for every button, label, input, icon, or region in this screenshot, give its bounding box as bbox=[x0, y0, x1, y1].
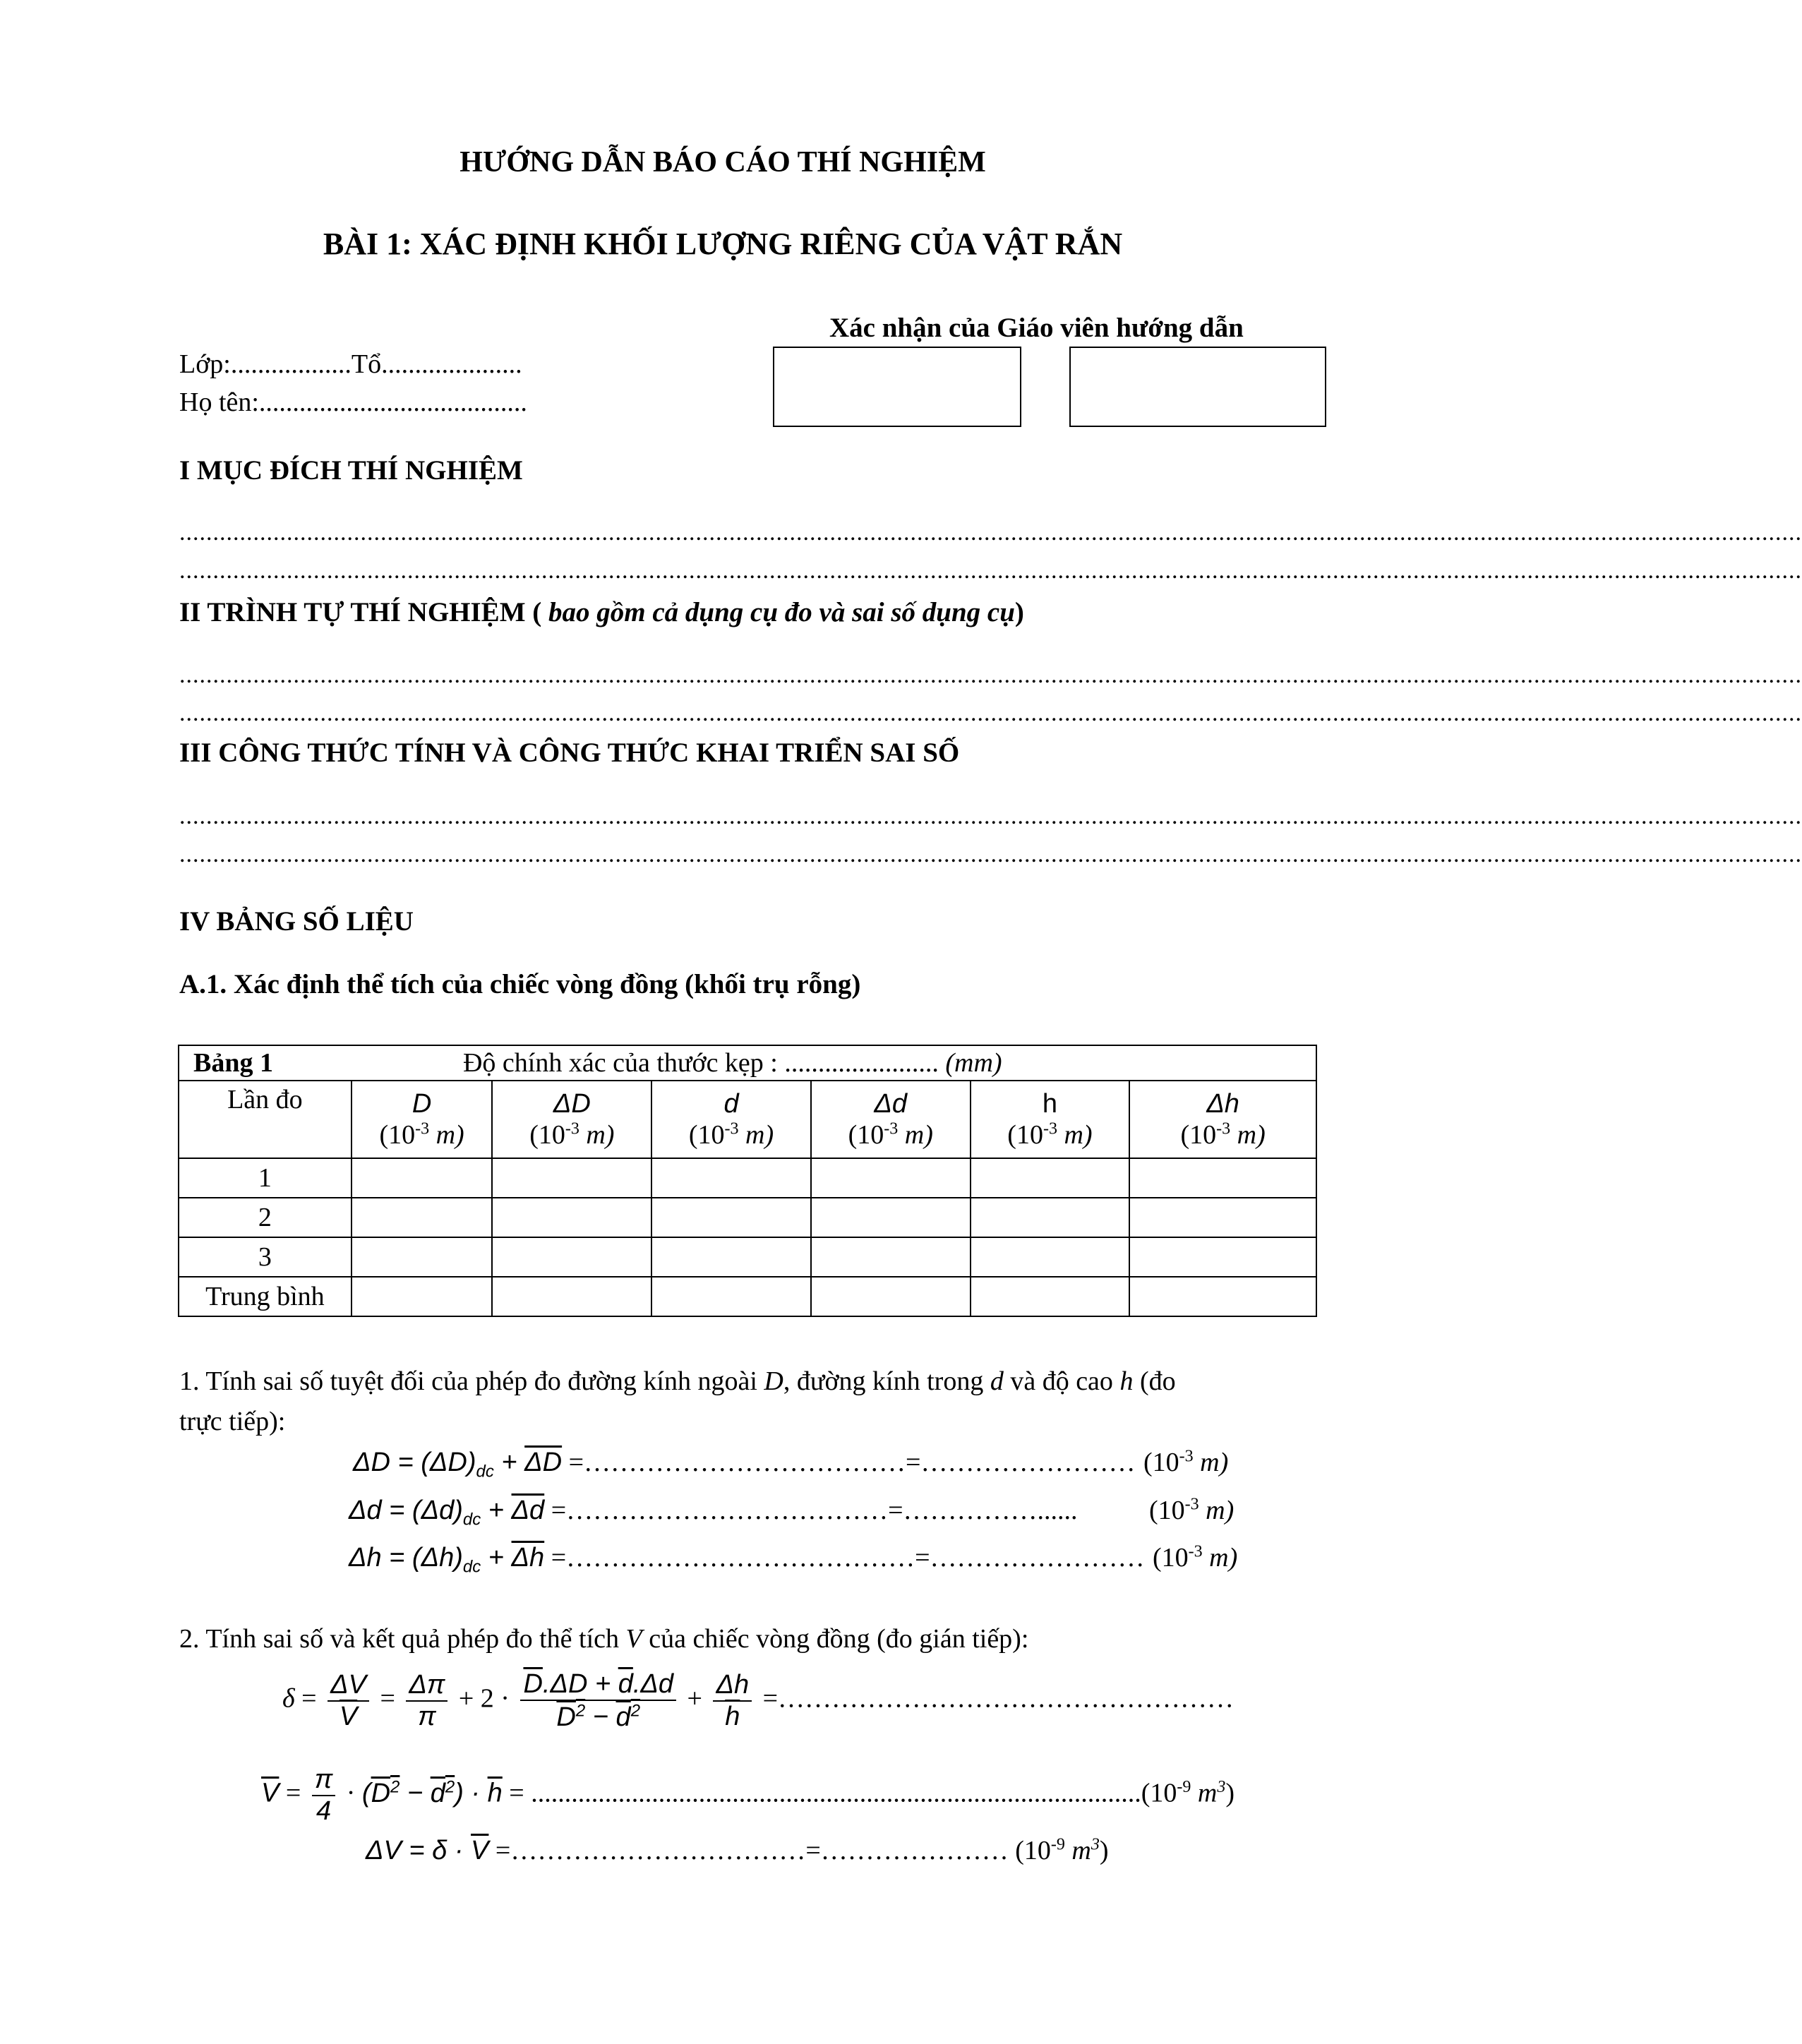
table-row bbox=[179, 1158, 1316, 1198]
caliper-precision-unit: (mm) bbox=[945, 1048, 1002, 1078]
table-row bbox=[179, 1277, 1316, 1316]
column-header-delta-d: Δd ($10^{-3}$ m) bbox=[811, 1081, 971, 1158]
row-label: 3 bbox=[179, 1237, 352, 1277]
table-label: Bảng 1 bbox=[193, 1048, 273, 1078]
table-cell[interactable] bbox=[971, 1198, 1130, 1237]
subsection-a1-heading: A.1. Xác định thể tích của chiếc vòng đồng (khối trụ rỗng) bbox=[179, 969, 861, 999]
section-4-heading: IV BẢNG SỐ LIỆU bbox=[179, 906, 414, 937]
section-3-line-1[interactable]: .................................................................................................................................................................................................................................................. bbox=[179, 803, 1802, 829]
question-2-text: 2. Tính sai số và kết quả phép đo thể tích V của chiếc vòng đồng (đo gián tiếp): bbox=[179, 1624, 1029, 1654]
column-header-delta-D: ΔD ($10^{-3}$ m) bbox=[492, 1081, 651, 1158]
table-cell[interactable] bbox=[352, 1237, 493, 1277]
section-2-line-1[interactable]: .................................................................................................................................................................................................................................................. bbox=[179, 662, 1802, 688]
formula-delta-D-fill[interactable]: =………………………………=…………………… bbox=[568, 1448, 1136, 1477]
table-cell[interactable] bbox=[1129, 1158, 1316, 1198]
formula-delta-D-unit: ($10^{-3}$ m) bbox=[1143, 1447, 1229, 1477]
formula-delta-D: $\Delta D = (\Delta D)_{dc} + \overline{\Delta D}$ =………………………………=…………………… bbox=[353, 1448, 1136, 1481]
table-cell[interactable] bbox=[651, 1237, 811, 1277]
row-label: Trung bình bbox=[179, 1277, 352, 1316]
section-3-line-2[interactable]: .................................................................................................................................................................................................................................................. bbox=[179, 841, 1802, 867]
formula-relative-error: δ = $\frac{\Delta V}{V}$ = $\frac{\Delta\pi}{\pi}$ + 2 · $\frac{\overline{D}.\Delta D + \overline{d}.\Delta d}{D^2 - d^2}$ + $\frac{\Delta h}{h}$ =…………………………………………… bbox=[282, 1669, 1235, 1732]
table-row bbox=[179, 1237, 1316, 1277]
formula-delta-h-fill[interactable]: =…………………………………=…………………… bbox=[551, 1543, 1145, 1573]
table-cell[interactable] bbox=[352, 1158, 493, 1198]
teacher-signature-box-2[interactable] bbox=[1069, 347, 1326, 427]
question-1-text: 1. Tính sai số tuyệt đối của phép đo đường kính ngoài D, đường kính trong d và độ cao h (đo bbox=[179, 1366, 1176, 1396]
teacher-confirm-label: Xác nhận của Giáo viên hướng dẫn bbox=[829, 313, 1244, 343]
table-row bbox=[179, 1198, 1316, 1237]
column-header-trial: Lần đo bbox=[179, 1081, 352, 1158]
table-cell[interactable] bbox=[1129, 1198, 1316, 1237]
table-cell[interactable] bbox=[811, 1158, 971, 1198]
page-title: HƯỚNG DẪN BÁO CÁO THÍ NGHIỆM bbox=[459, 146, 986, 179]
section-2-heading bbox=[179, 596, 1024, 630]
question-1-text-line-2: trực tiếp): bbox=[179, 1407, 286, 1436]
table-cell[interactable] bbox=[971, 1237, 1130, 1277]
formula-volume: $\overline{V}$ = $\frac{\pi}{4}$ · $(D^2 - d^2) \cdot \overline{h} = ...........................................................................................(10^{-9}$ $m^3$) bbox=[261, 1765, 1235, 1826]
class-group-field[interactable]: Lớp:..................Tổ..................... bbox=[179, 349, 522, 379]
column-header-D: D ($10^{-3}$ m) bbox=[352, 1081, 493, 1158]
table-cell[interactable] bbox=[971, 1277, 1130, 1316]
table-header-row bbox=[179, 1045, 1316, 1081]
table-cell[interactable] bbox=[811, 1277, 971, 1316]
table-cell[interactable] bbox=[1129, 1277, 1316, 1316]
page-subtitle: BÀI 1: XÁC ĐỊNH KHỐI LƯỢNG RIÊNG CỦA VẬT RẮN bbox=[323, 227, 1123, 261]
formula-delta-h-unit: ($10^{-3}$ m) bbox=[1153, 1542, 1238, 1573]
student-name-field[interactable]: Họ tên:........................................ bbox=[179, 387, 527, 417]
formula-delta-h: $\Delta h = (\Delta h)_{dc} + \overline{\Delta h}$ =…………………………………=…………………… bbox=[349, 1543, 1145, 1577]
table-cell[interactable] bbox=[492, 1237, 651, 1277]
table-cell[interactable] bbox=[651, 1198, 811, 1237]
table-cell[interactable] bbox=[811, 1237, 971, 1277]
row-label: 2 bbox=[179, 1198, 352, 1237]
section-3-heading: III CÔNG THỨC TÍNH VÀ CÔNG THỨC KHAI TRIỂN SAI SỐ bbox=[179, 738, 960, 768]
formula-delta-volume: $\Delta V = \delta \cdot \overline{V}$ =……………………………=………………… ($10^{-9}$ $m^3$) bbox=[366, 1835, 1109, 1865]
section-1-line-1[interactable]: .................................................................................................................................................................................................................................................. bbox=[179, 519, 1802, 546]
formula-delta-d: $\Delta d = (\Delta d)_{dc} + \overline{\Delta d}$ =………………………………=……………...... bbox=[349, 1496, 1078, 1529]
formula-delta-d-unit: ($10^{-3}$ m) bbox=[1149, 1495, 1235, 1525]
teacher-signature-box-1[interactable] bbox=[773, 347, 1021, 427]
column-header-delta-h: Δh ($10^{-3}$ m) bbox=[1129, 1081, 1316, 1158]
table-cell[interactable] bbox=[492, 1277, 651, 1316]
table-cell[interactable] bbox=[492, 1158, 651, 1198]
formula-relative-error-fill[interactable]: =…………………………………………… bbox=[762, 1683, 1235, 1714]
section-2-line-2[interactable]: .................................................................................................................................................................................................................................................. bbox=[179, 700, 1802, 726]
caliper-precision-field[interactable]: Độ chính xác của thước kẹp : ....................... bbox=[462, 1048, 939, 1078]
section-2-note: bao gồm cả dụng cụ đo và sai số dụng cụ bbox=[548, 597, 1015, 627]
column-header-h: h ($10^{-3}$ m) bbox=[971, 1081, 1130, 1158]
section-2-title: II TRÌNH TỰ THÍ NGHIỆM ( bbox=[179, 597, 548, 627]
table-cell[interactable] bbox=[651, 1277, 811, 1316]
table-cell[interactable] bbox=[811, 1198, 971, 1237]
section-1-heading: I MỤC ĐÍCH THÍ NGHIỆM bbox=[179, 455, 523, 486]
table-cell[interactable] bbox=[352, 1198, 493, 1237]
formula-delta-d-fill[interactable]: =………………………………=……………...... bbox=[551, 1496, 1078, 1525]
section-2-close: ) bbox=[1014, 597, 1024, 627]
measurement-table bbox=[178, 1045, 1317, 1317]
table-cell[interactable] bbox=[492, 1198, 651, 1237]
table-cell[interactable] bbox=[352, 1277, 493, 1316]
column-header-d: d ($10^{-3}$ m) bbox=[651, 1081, 811, 1158]
formula-volume-fill[interactable]: = ........................................................................................... bbox=[509, 1778, 1141, 1808]
table-cell[interactable] bbox=[651, 1158, 811, 1198]
table-cell[interactable] bbox=[971, 1158, 1130, 1198]
section-1-line-2[interactable]: .................................................................................................................................................................................................................................................. bbox=[179, 558, 1802, 584]
formula-delta-volume-fill[interactable]: =……………………………=………………… bbox=[495, 1836, 1009, 1865]
table-column-headers bbox=[179, 1081, 1316, 1158]
row-label: 1 bbox=[179, 1158, 352, 1198]
table-cell[interactable] bbox=[1129, 1237, 1316, 1277]
